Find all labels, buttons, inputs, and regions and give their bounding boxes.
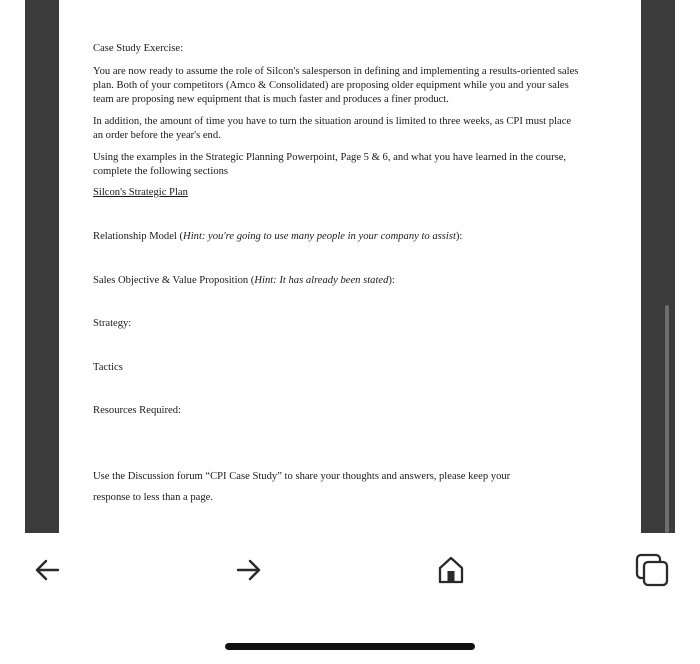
paragraph-intro: You are now ready to assume the role of Silcon's salesperson in defining and implementing a results-oriented sales plan. Both of your competitors (Amco & Consolidated) are proposing older equipment while you and your sales team are proposing new equipment that is much faster and produces a finer product. xyxy=(93,66,579,105)
tabs-button[interactable] xyxy=(632,550,672,590)
strategy-label: Strategy: xyxy=(93,318,132,329)
paragraph-instructions: Using the examples in the Strategic Planning Powerpoint, Page 5 & 6, and what you have learned in the course, complete the following sections xyxy=(93,152,567,177)
relationship-hint: Hint: you're going to use many people in your company to assist xyxy=(183,231,456,242)
relationship-model-label xyxy=(93,230,583,244)
home-button[interactable] xyxy=(431,550,471,590)
case-study-title: Case Study Exercise: xyxy=(93,43,184,54)
sales-objective-label xyxy=(93,274,583,288)
arrow-right-icon xyxy=(234,555,264,585)
relationship-label-text: Relationship Model ( xyxy=(93,231,184,242)
forward-button[interactable] xyxy=(229,550,269,590)
viewer-margin-right xyxy=(641,0,675,533)
tactics-label: Tactics xyxy=(93,362,123,373)
sales-hint: Hint: It has already been stated xyxy=(254,275,389,286)
sales-close: ): xyxy=(388,275,395,286)
sales-label-text: Sales Objective & Value Proposition ( xyxy=(93,275,255,286)
tabs-icon xyxy=(634,552,670,588)
paragraph-time-limit: In addition, the amount of time you have to turn the situation around is limited to three weeks, as CPI must place an order before the year's end. xyxy=(93,116,572,141)
scrollbar[interactable] xyxy=(665,305,669,533)
relationship-close: ): xyxy=(455,231,463,242)
viewer-margin-left xyxy=(25,0,59,533)
back-button[interactable] xyxy=(27,550,67,590)
resources-label: Resources Required: xyxy=(93,405,181,416)
arrow-left-icon xyxy=(32,555,62,585)
closing-line-1: Use the Discussion forum “CPI Case Study” to share your thoughts and answers, please keep your xyxy=(93,471,511,482)
document-page xyxy=(59,9,641,533)
strategic-plan-heading: Silcon's Strategic Plan xyxy=(93,187,188,198)
closing-line-2: response to less than a page. xyxy=(93,492,214,503)
home-icon xyxy=(435,554,467,586)
home-indicator[interactable] xyxy=(225,643,475,650)
